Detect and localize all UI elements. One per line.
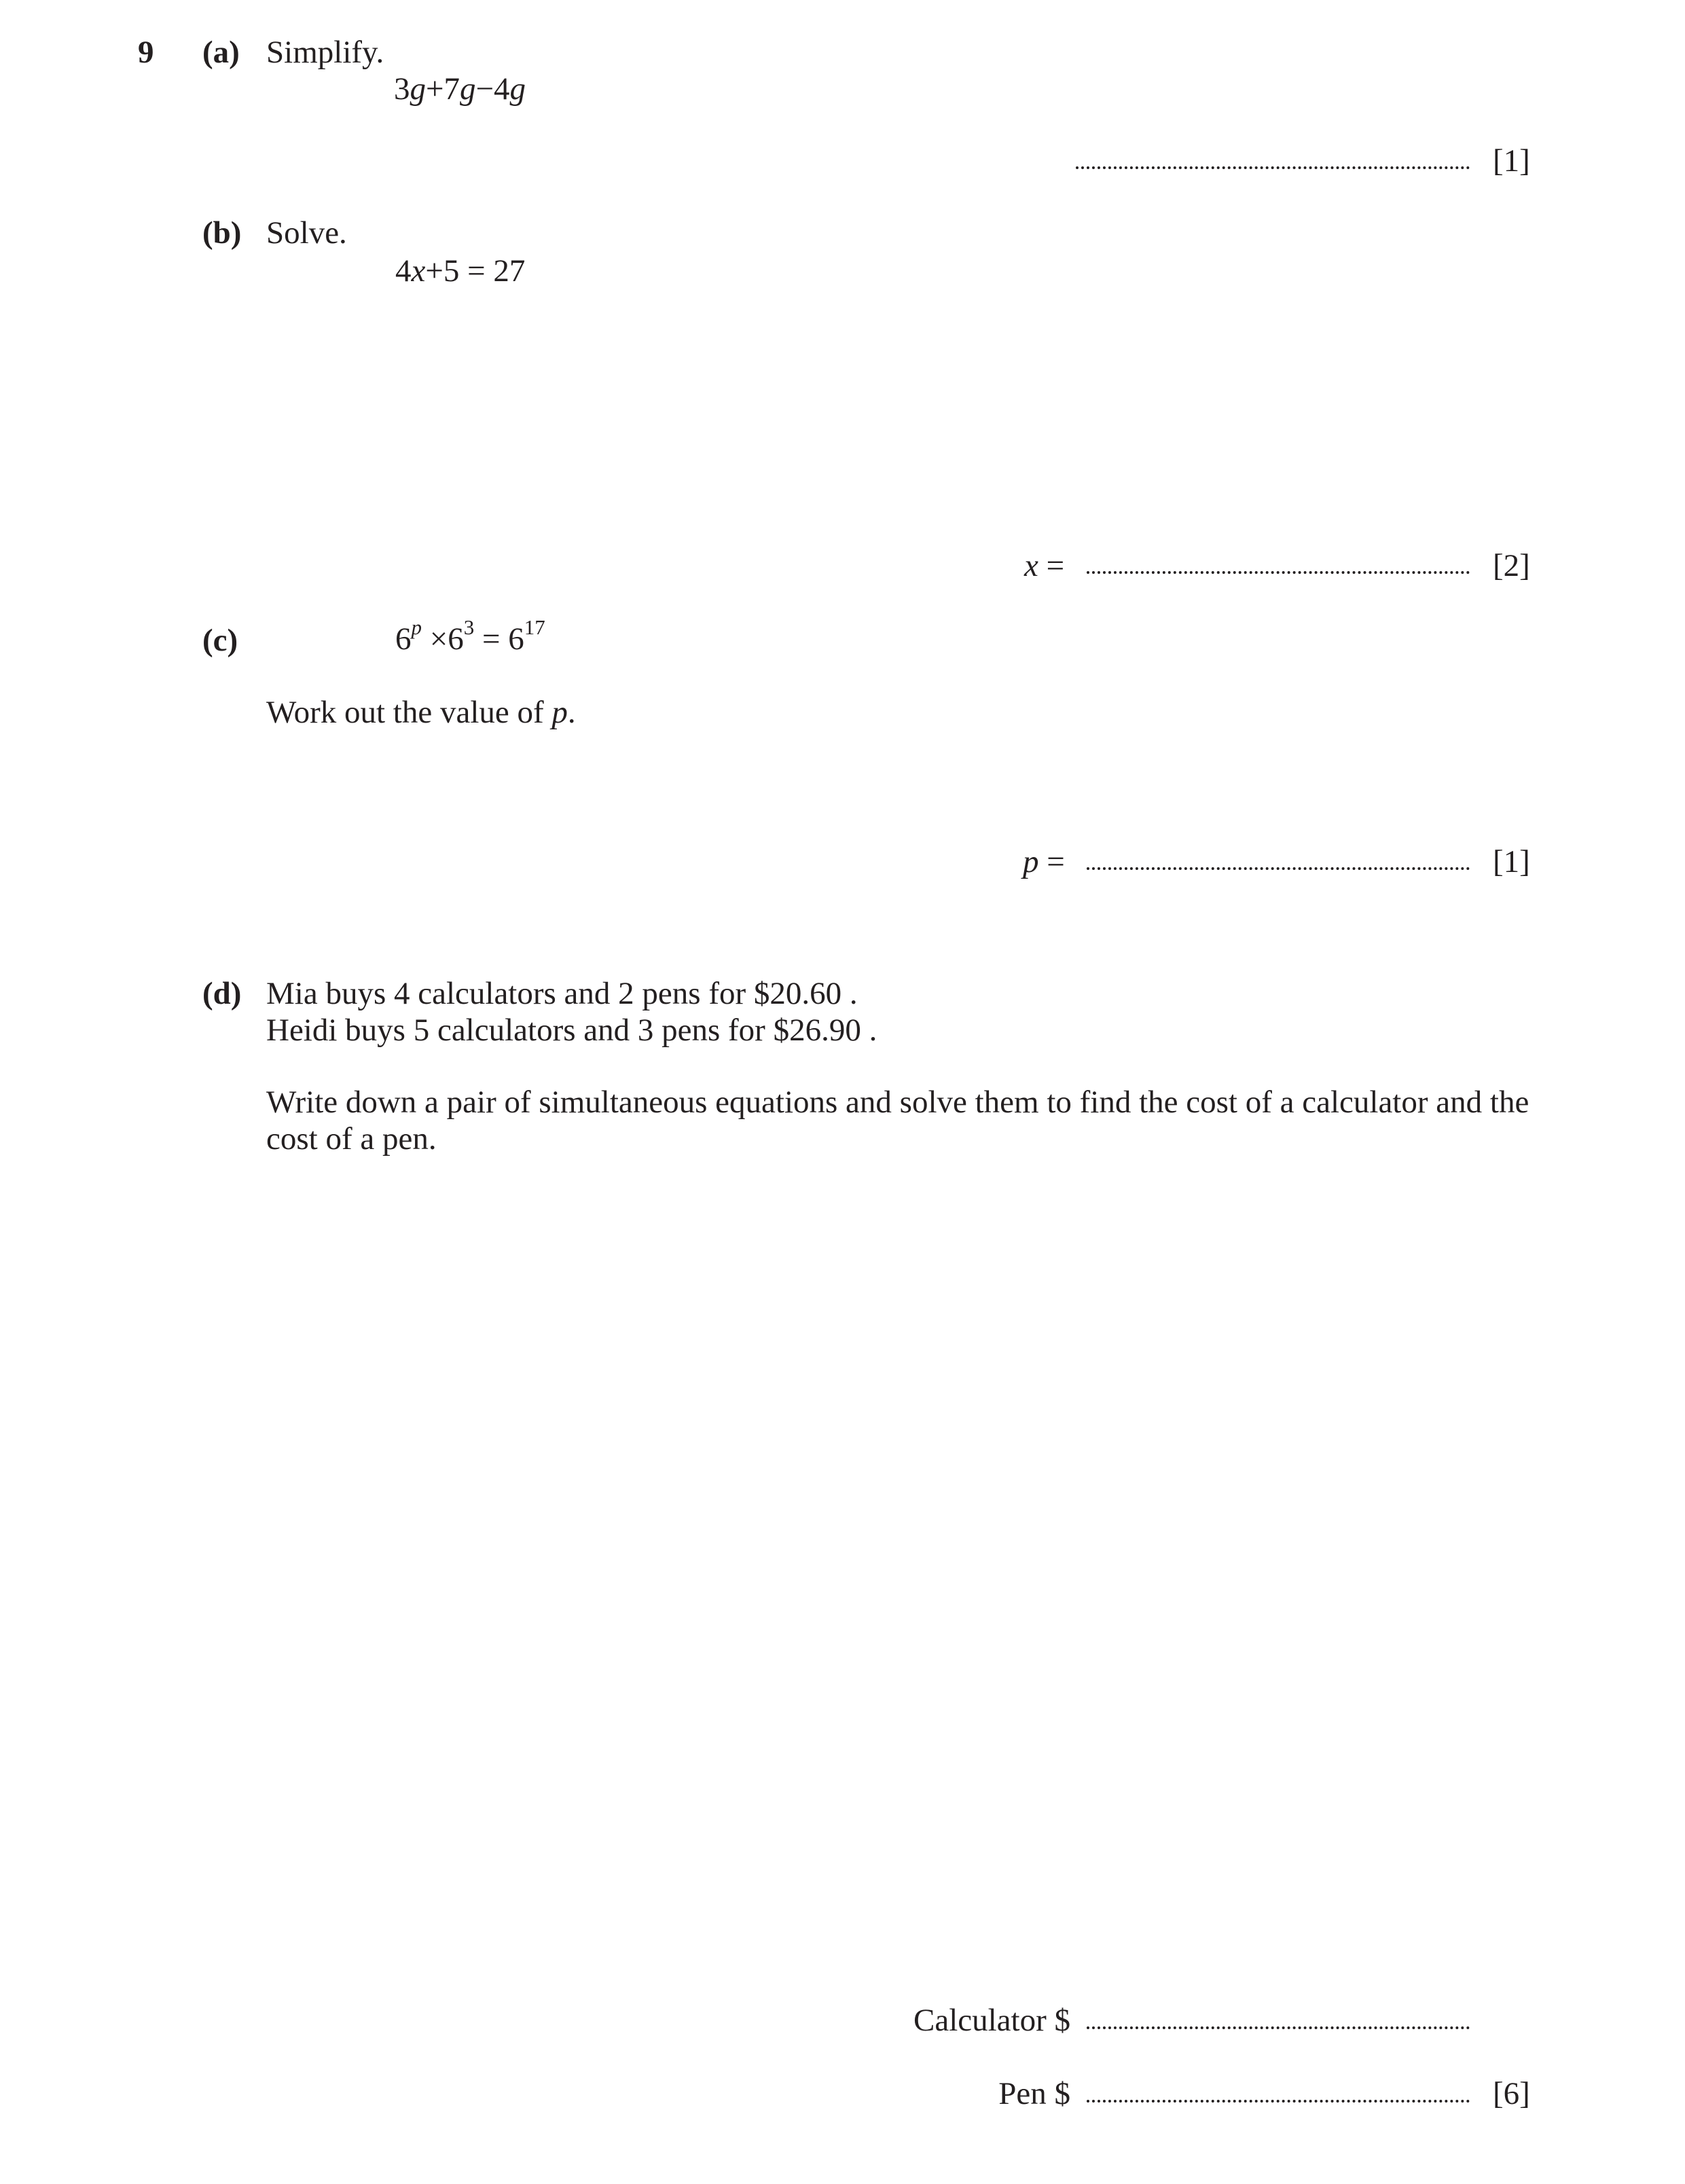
answer-line-c[interactable] <box>1087 867 1470 870</box>
part-a-label: (a) <box>202 35 240 70</box>
part-a-expression: 3g+7g−4g <box>394 71 526 107</box>
part-d-label: (d) <box>202 976 242 1011</box>
mark-c: [1] <box>1493 844 1530 879</box>
part-b-label: (b) <box>202 215 242 251</box>
part-a-instruction: Simplify. <box>266 35 384 70</box>
pen-answer-label: Pen $ <box>998 2076 1070 2111</box>
answer-line-a[interactable] <box>1076 166 1470 169</box>
answer-line-pen[interactable] <box>1087 2100 1470 2103</box>
part-c-equation: $6^p \times 6^3 = 6^{17}$ <box>395 615 545 657</box>
part-d-line2: Heidi buys 5 calculators and 3 pens for $26.90 . <box>266 1013 877 1048</box>
calculator-answer-label: Calculator $ <box>913 2003 1070 2038</box>
part-c-answer-prefix: p = <box>1023 844 1065 879</box>
part-b-instruction: Solve. <box>266 215 347 251</box>
answer-line-b[interactable] <box>1087 571 1470 574</box>
part-d-instruction-line1: Write down a pair of simultaneous equations and solve them to find the cost of a calculator and the <box>266 1085 1529 1120</box>
mark-d: [6] <box>1493 2076 1530 2111</box>
part-c-label: (c) <box>202 623 238 658</box>
part-d-instruction-line2: cost of a pen. <box>266 1121 437 1157</box>
mark-b: [2] <box>1493 548 1530 583</box>
answer-line-calculator[interactable] <box>1087 2026 1470 2029</box>
mark-a: [1] <box>1493 143 1530 179</box>
question-number: 9 <box>138 35 154 70</box>
part-b-equation: 4x+5 = 27 <box>395 253 526 289</box>
part-c-instruction: Work out the value of p. <box>266 695 576 730</box>
part-b-answer-prefix: x = <box>1024 548 1065 583</box>
part-d-line1: Mia buys 4 calculators and 2 pens for $20.60 . <box>266 976 858 1011</box>
